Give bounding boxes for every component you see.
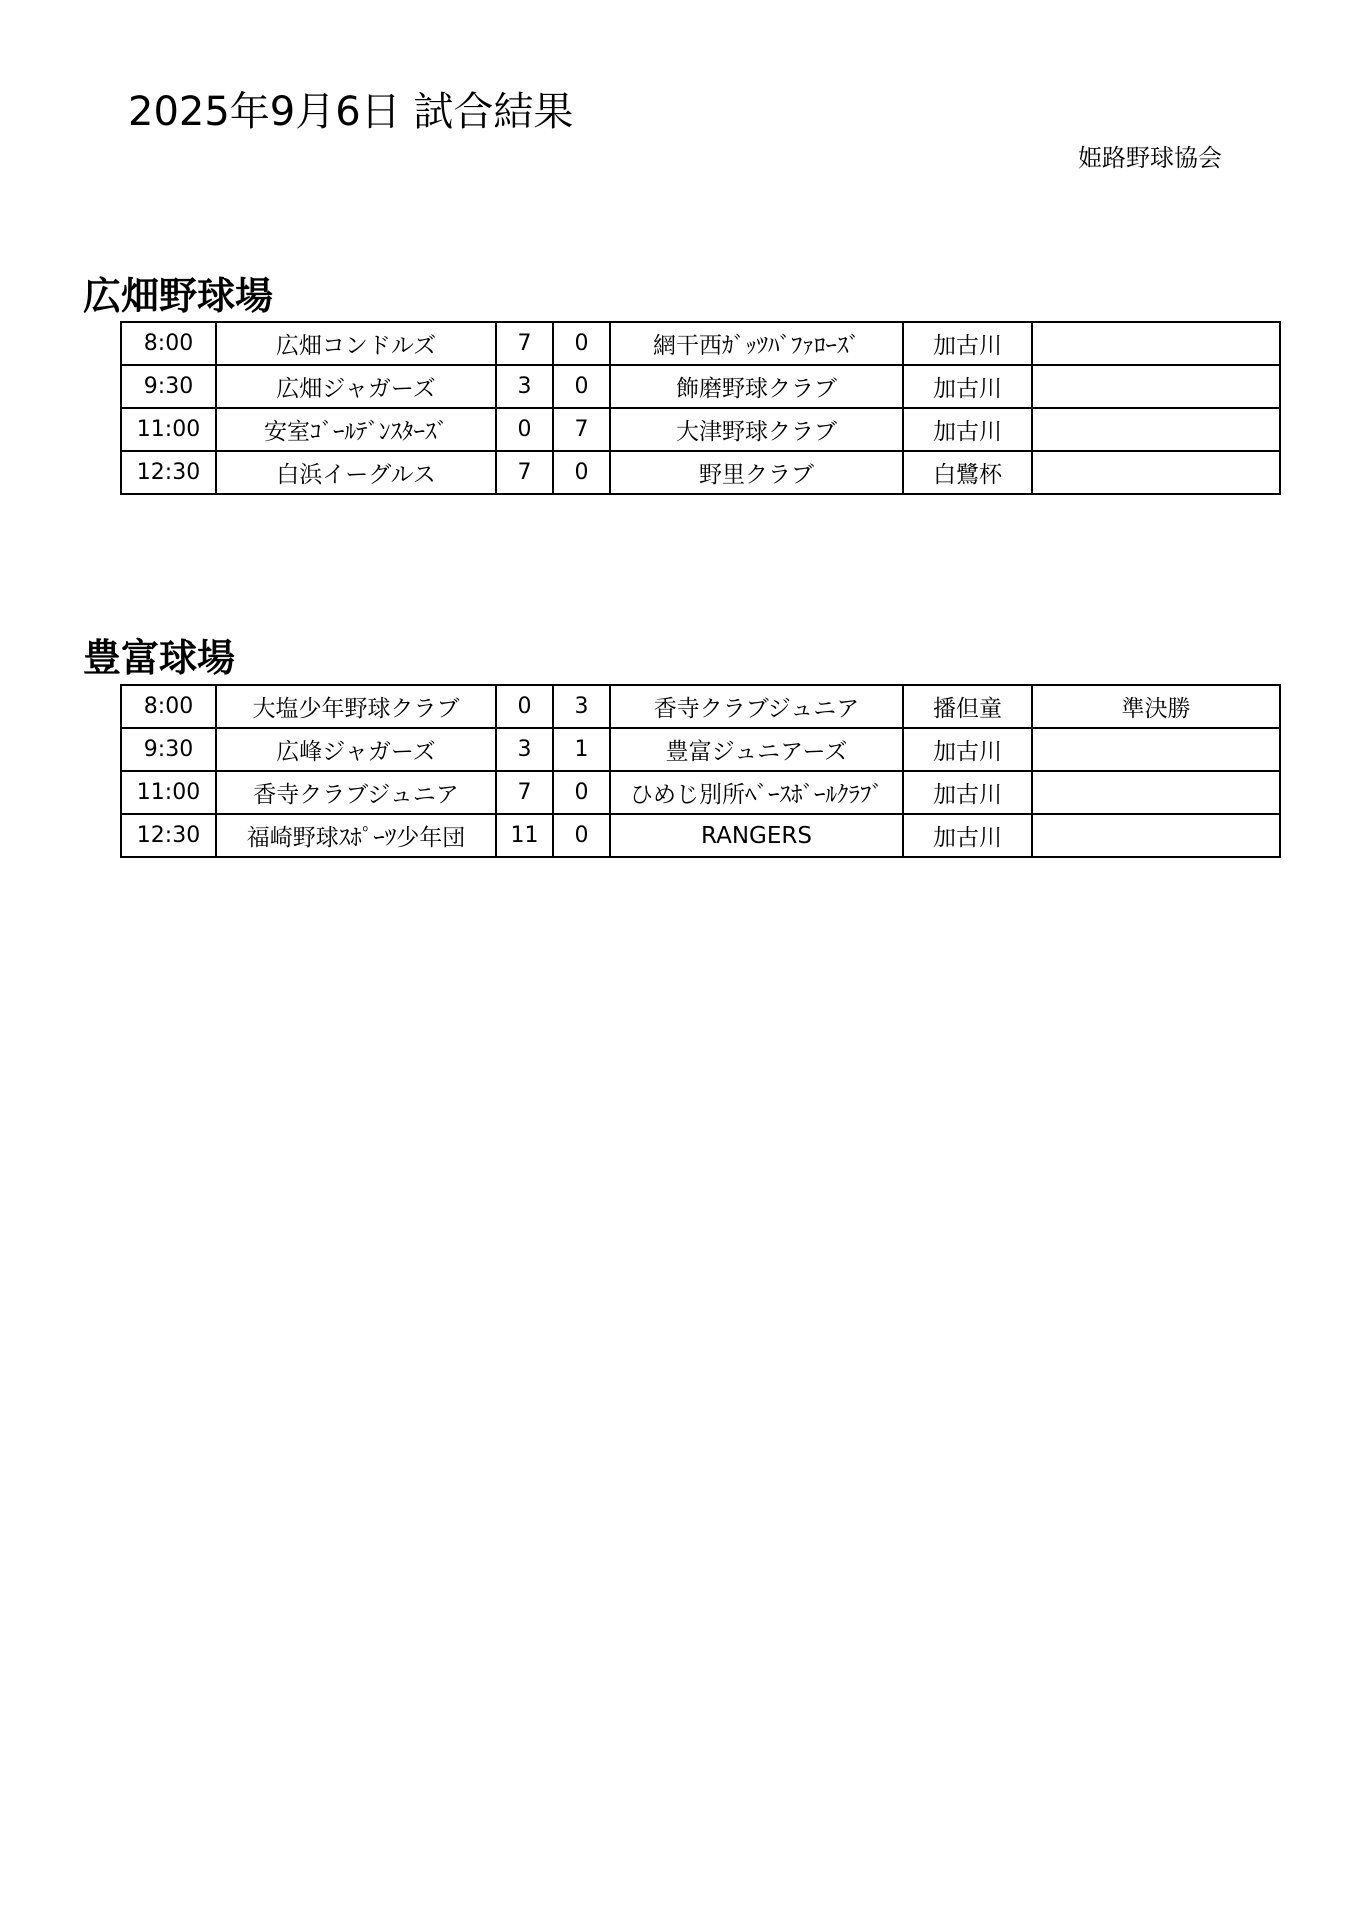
away-score: 0 xyxy=(553,771,610,814)
home-score: 7 xyxy=(496,451,553,494)
table-row xyxy=(121,322,1280,365)
tournament-name: 加古川 xyxy=(903,771,1032,814)
venue-title: 豊富球場 xyxy=(83,636,236,680)
home-score: 0 xyxy=(496,685,553,728)
home-team: 広畑コンドルズ xyxy=(216,322,496,365)
results-table xyxy=(120,321,1281,495)
game-note xyxy=(1032,322,1280,365)
tournament-name: 播但童 xyxy=(903,685,1032,728)
tournament-name: 加古川 xyxy=(903,728,1032,771)
game-note xyxy=(1032,408,1280,451)
table-row xyxy=(121,728,1280,771)
tournament-name: 加古川 xyxy=(903,322,1032,365)
away-team: ひめじ別所ﾍﾞｰｽﾎﾞｰﾙｸﾗﾌﾞ xyxy=(610,771,903,814)
tournament-name: 白鷺杯 xyxy=(903,451,1032,494)
away-team: 豊富ジュニアーズ xyxy=(610,728,903,771)
game-time: 12:30 xyxy=(121,451,216,494)
home-score: 7 xyxy=(496,322,553,365)
game-note xyxy=(1032,771,1280,814)
tournament-name: 加古川 xyxy=(903,365,1032,408)
game-note xyxy=(1032,365,1280,408)
table-row xyxy=(121,814,1280,857)
tournament-name: 加古川 xyxy=(903,408,1032,451)
away-score: 7 xyxy=(553,408,610,451)
home-team: 福崎野球ｽﾎﾟｰﾂ少年団 xyxy=(216,814,496,857)
organizer-name: 姫路野球協会 xyxy=(1078,144,1222,172)
game-time: 9:30 xyxy=(121,728,216,771)
away-team: 飾磨野球クラブ xyxy=(610,365,903,408)
away-score: 0 xyxy=(553,322,610,365)
home-score: 7 xyxy=(496,771,553,814)
home-score: 3 xyxy=(496,365,553,408)
away-score: 0 xyxy=(553,365,610,408)
game-note xyxy=(1032,451,1280,494)
game-note xyxy=(1032,814,1280,857)
table-row xyxy=(121,451,1280,494)
away-score: 0 xyxy=(553,814,610,857)
home-team: 大塩少年野球クラブ xyxy=(216,685,496,728)
away-team: RANGERS xyxy=(610,814,903,857)
results-table xyxy=(120,684,1281,858)
venue-title: 広畑野球場 xyxy=(83,274,274,318)
home-team: 広峰ジャガーズ xyxy=(216,728,496,771)
away-score: 0 xyxy=(553,451,610,494)
tournament-name: 加古川 xyxy=(903,814,1032,857)
page-title: 2025年9月6日 試合結果 xyxy=(128,89,574,135)
game-note: 準決勝 xyxy=(1032,685,1280,728)
game-time: 8:00 xyxy=(121,322,216,365)
away-team: 野里クラブ xyxy=(610,451,903,494)
away-team: 大津野球クラブ xyxy=(610,408,903,451)
game-time: 9:30 xyxy=(121,365,216,408)
home-team: 広畑ジャガーズ xyxy=(216,365,496,408)
away-score: 3 xyxy=(553,685,610,728)
home-score: 3 xyxy=(496,728,553,771)
home-score: 11 xyxy=(496,814,553,857)
table-row xyxy=(121,771,1280,814)
table-row xyxy=(121,408,1280,451)
game-time: 8:00 xyxy=(121,685,216,728)
game-time: 12:30 xyxy=(121,814,216,857)
away-team: 網干西ｶﾞｯﾂﾊﾞﾌｧﾛｰｽﾞ xyxy=(610,322,903,365)
away-team: 香寺クラブジュニア xyxy=(610,685,903,728)
table-row xyxy=(121,365,1280,408)
away-score: 1 xyxy=(553,728,610,771)
home-team: 白浜イーグルス xyxy=(216,451,496,494)
game-time: 11:00 xyxy=(121,771,216,814)
game-time: 11:00 xyxy=(121,408,216,451)
game-note xyxy=(1032,728,1280,771)
home-team: 安室ｺﾞｰﾙﾃﾞﾝｽﾀｰｽﾞ xyxy=(216,408,496,451)
home-team: 香寺クラブジュニア xyxy=(216,771,496,814)
home-score: 0 xyxy=(496,408,553,451)
table-row xyxy=(121,685,1280,728)
